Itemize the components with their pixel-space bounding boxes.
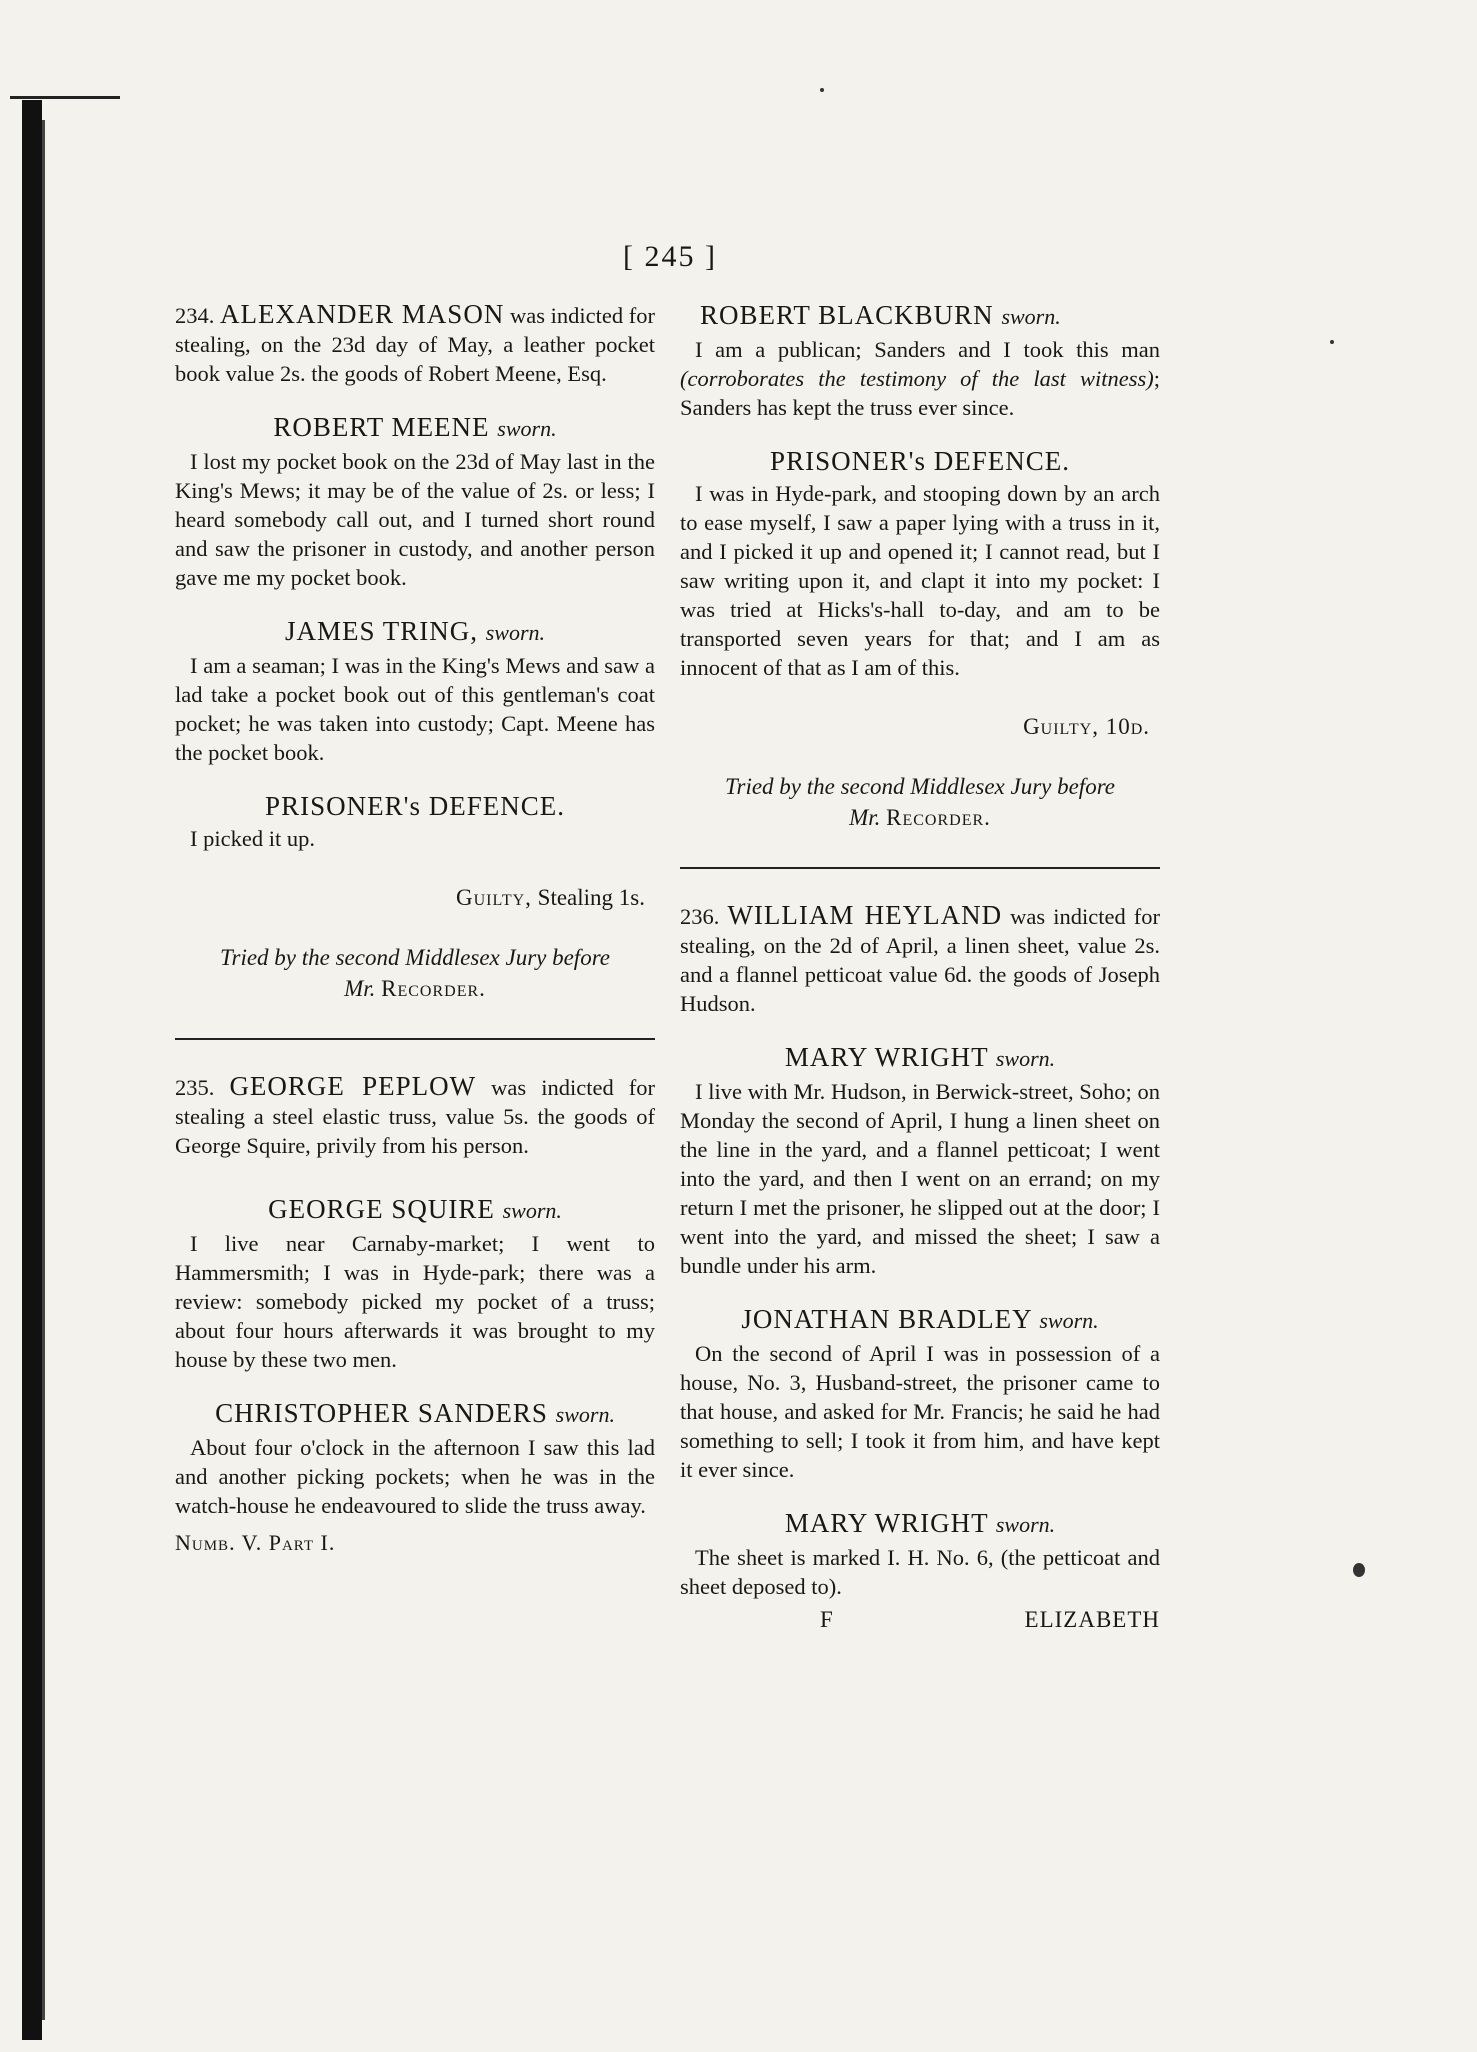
case-234-indictment: 234. ALEXANDER MASON was indicted for stealing, on the 23d day of May, a leather pocket book value 2s. the goods of Robert Meene, Esq.: [175, 299, 655, 386]
witness-heading: MARY WRIGHT sworn.: [784, 1508, 1056, 1538]
ink-speck: [1353, 1563, 1365, 1577]
witness-heading: ROBERT BLACKBURN sworn.: [700, 300, 1061, 330]
witness-testimony: I am a publican; Sanders and I took this man (corroborates the testimony of the last witness); Sanders has kept the truss ever since.: [680, 337, 1160, 420]
defence-text: I was in Hyde-park, and stooping down by an arch to ease myself, I saw a paper lying with a truss in it, and I picked it up and opened it; I cannot read, but I saw writing upon it, and clapt it into my pocket: I was tried at Hicks's-hall to-day, and am to be transported seven years for that; and I am as innocent of that as I am of this.: [680, 481, 1160, 680]
case-236-indictment: 236. WILLIAM HEYLAND was indicted for stealing, on the 2d of April, a linen sheet, value 2s. and a flannel petticoat value 6d. the goods of Joseph Hudson.: [680, 900, 1161, 1016]
footer-signature: Numb. V. Part I.: [175, 1530, 336, 1555]
defendant-name: ALEXANDER MASON: [220, 299, 505, 329]
verdict: Guilty, Stealing 1s.: [456, 885, 645, 910]
witness-testimony: I live near Carnaby-market; I went to Hammersmith; I was in Hyde-park; there was a review: somebody picked my pocket of a truss; about four hours afterwards it was brought to my house by these two men.: [175, 1231, 655, 1372]
jury-note: Tried by the second Middlesex Jury before Mr. Recorder.: [724, 774, 1116, 830]
witness-testimony: I live with Mr. Hudson, in Berwick-street, Soho; on Monday the second of April, I hung a linen sheet on the line in the yard, and a flannel petticoat; I went into the yard, and then I went on an errand; on my return I met the prisoner, he slipped out at the door; I went into the yard, and missed the sheet; I saw a bundle under his arm.: [680, 1079, 1160, 1278]
catchword: ELIZABETH: [1024, 1607, 1160, 1632]
defence-text: I picked it up.: [190, 826, 315, 851]
signature-mark: F: [820, 1607, 834, 1632]
witness-testimony: I lost my pocket book on the 23d of May last in the King's Mews; it may be of the value of 2s. or less; I heard somebody call out, and I turned short round and saw the prisoner in custody, and another person gave me my pocket book.: [175, 449, 655, 590]
witness-testimony: On the second of April I was in possession of a house, No. 3, Husband-street, the prisoner came to that house, and asked for Mr. Francis; he said he had something to sell; I took it from him, and have kept it ever since.: [680, 1341, 1160, 1482]
catchword-line: [680, 1605, 1160, 1634]
witness-heading: MARY WRIGHT sworn.: [784, 1042, 1056, 1072]
section-rule: [175, 1038, 655, 1040]
witness-heading: ROBERT MEENE sworn.: [273, 412, 557, 442]
case-235-indictment: 235. GEORGE PEPLOW was indicted for stealing a steel elastic truss, value 5s. the goods of George Squire, privily from his person.: [175, 1071, 655, 1158]
verdict: Guilty, 10d.: [1023, 714, 1150, 739]
defendant-name: GEORGE PEPLOW: [229, 1071, 477, 1101]
witness-testimony: The sheet is marked I. H. No. 6, (the petticoat and sheet deposed to).: [680, 1545, 1160, 1599]
witness-testimony: I am a seaman; I was in the King's Mews and saw a lad take a pocket book out of this gentleman's coat pocket; he was taken into custody; Capt. Meene has the pocket book.: [175, 653, 655, 765]
defence-heading: PRISONER's DEFENCE.: [770, 446, 1070, 476]
book-binding-shadow: [22, 100, 42, 2040]
ink-speck: [1330, 340, 1334, 344]
page-number: [ 245 ]: [623, 240, 717, 273]
witness-heading: CHRISTOPHER SANDERS sworn.: [215, 1398, 615, 1428]
book-binding-edge: [42, 120, 45, 2020]
jury-note: Tried by the second Middlesex Jury before Mr. Recorder.: [219, 945, 611, 1001]
section-rule: [680, 867, 1160, 869]
left-column: [175, 300, 655, 1557]
witness-heading: JAMES TRING, sworn.: [284, 616, 546, 646]
defence-heading: PRISONER's DEFENCE.: [265, 791, 565, 821]
witness-heading: GEORGE SQUIRE sworn.: [268, 1194, 562, 1224]
witness-heading: JONATHAN BRADLEY sworn.: [741, 1304, 1099, 1334]
right-column: [680, 300, 1160, 1634]
top-edge-mark: [10, 96, 120, 99]
ink-speck: [820, 88, 824, 92]
defendant-name: WILLIAM HEYLAND: [727, 900, 1003, 930]
witness-testimony: About four o'clock in the afternoon I saw this lad and another picking pockets; when he was in the watch-house he endeavoured to slide the truss away.: [175, 1435, 655, 1518]
